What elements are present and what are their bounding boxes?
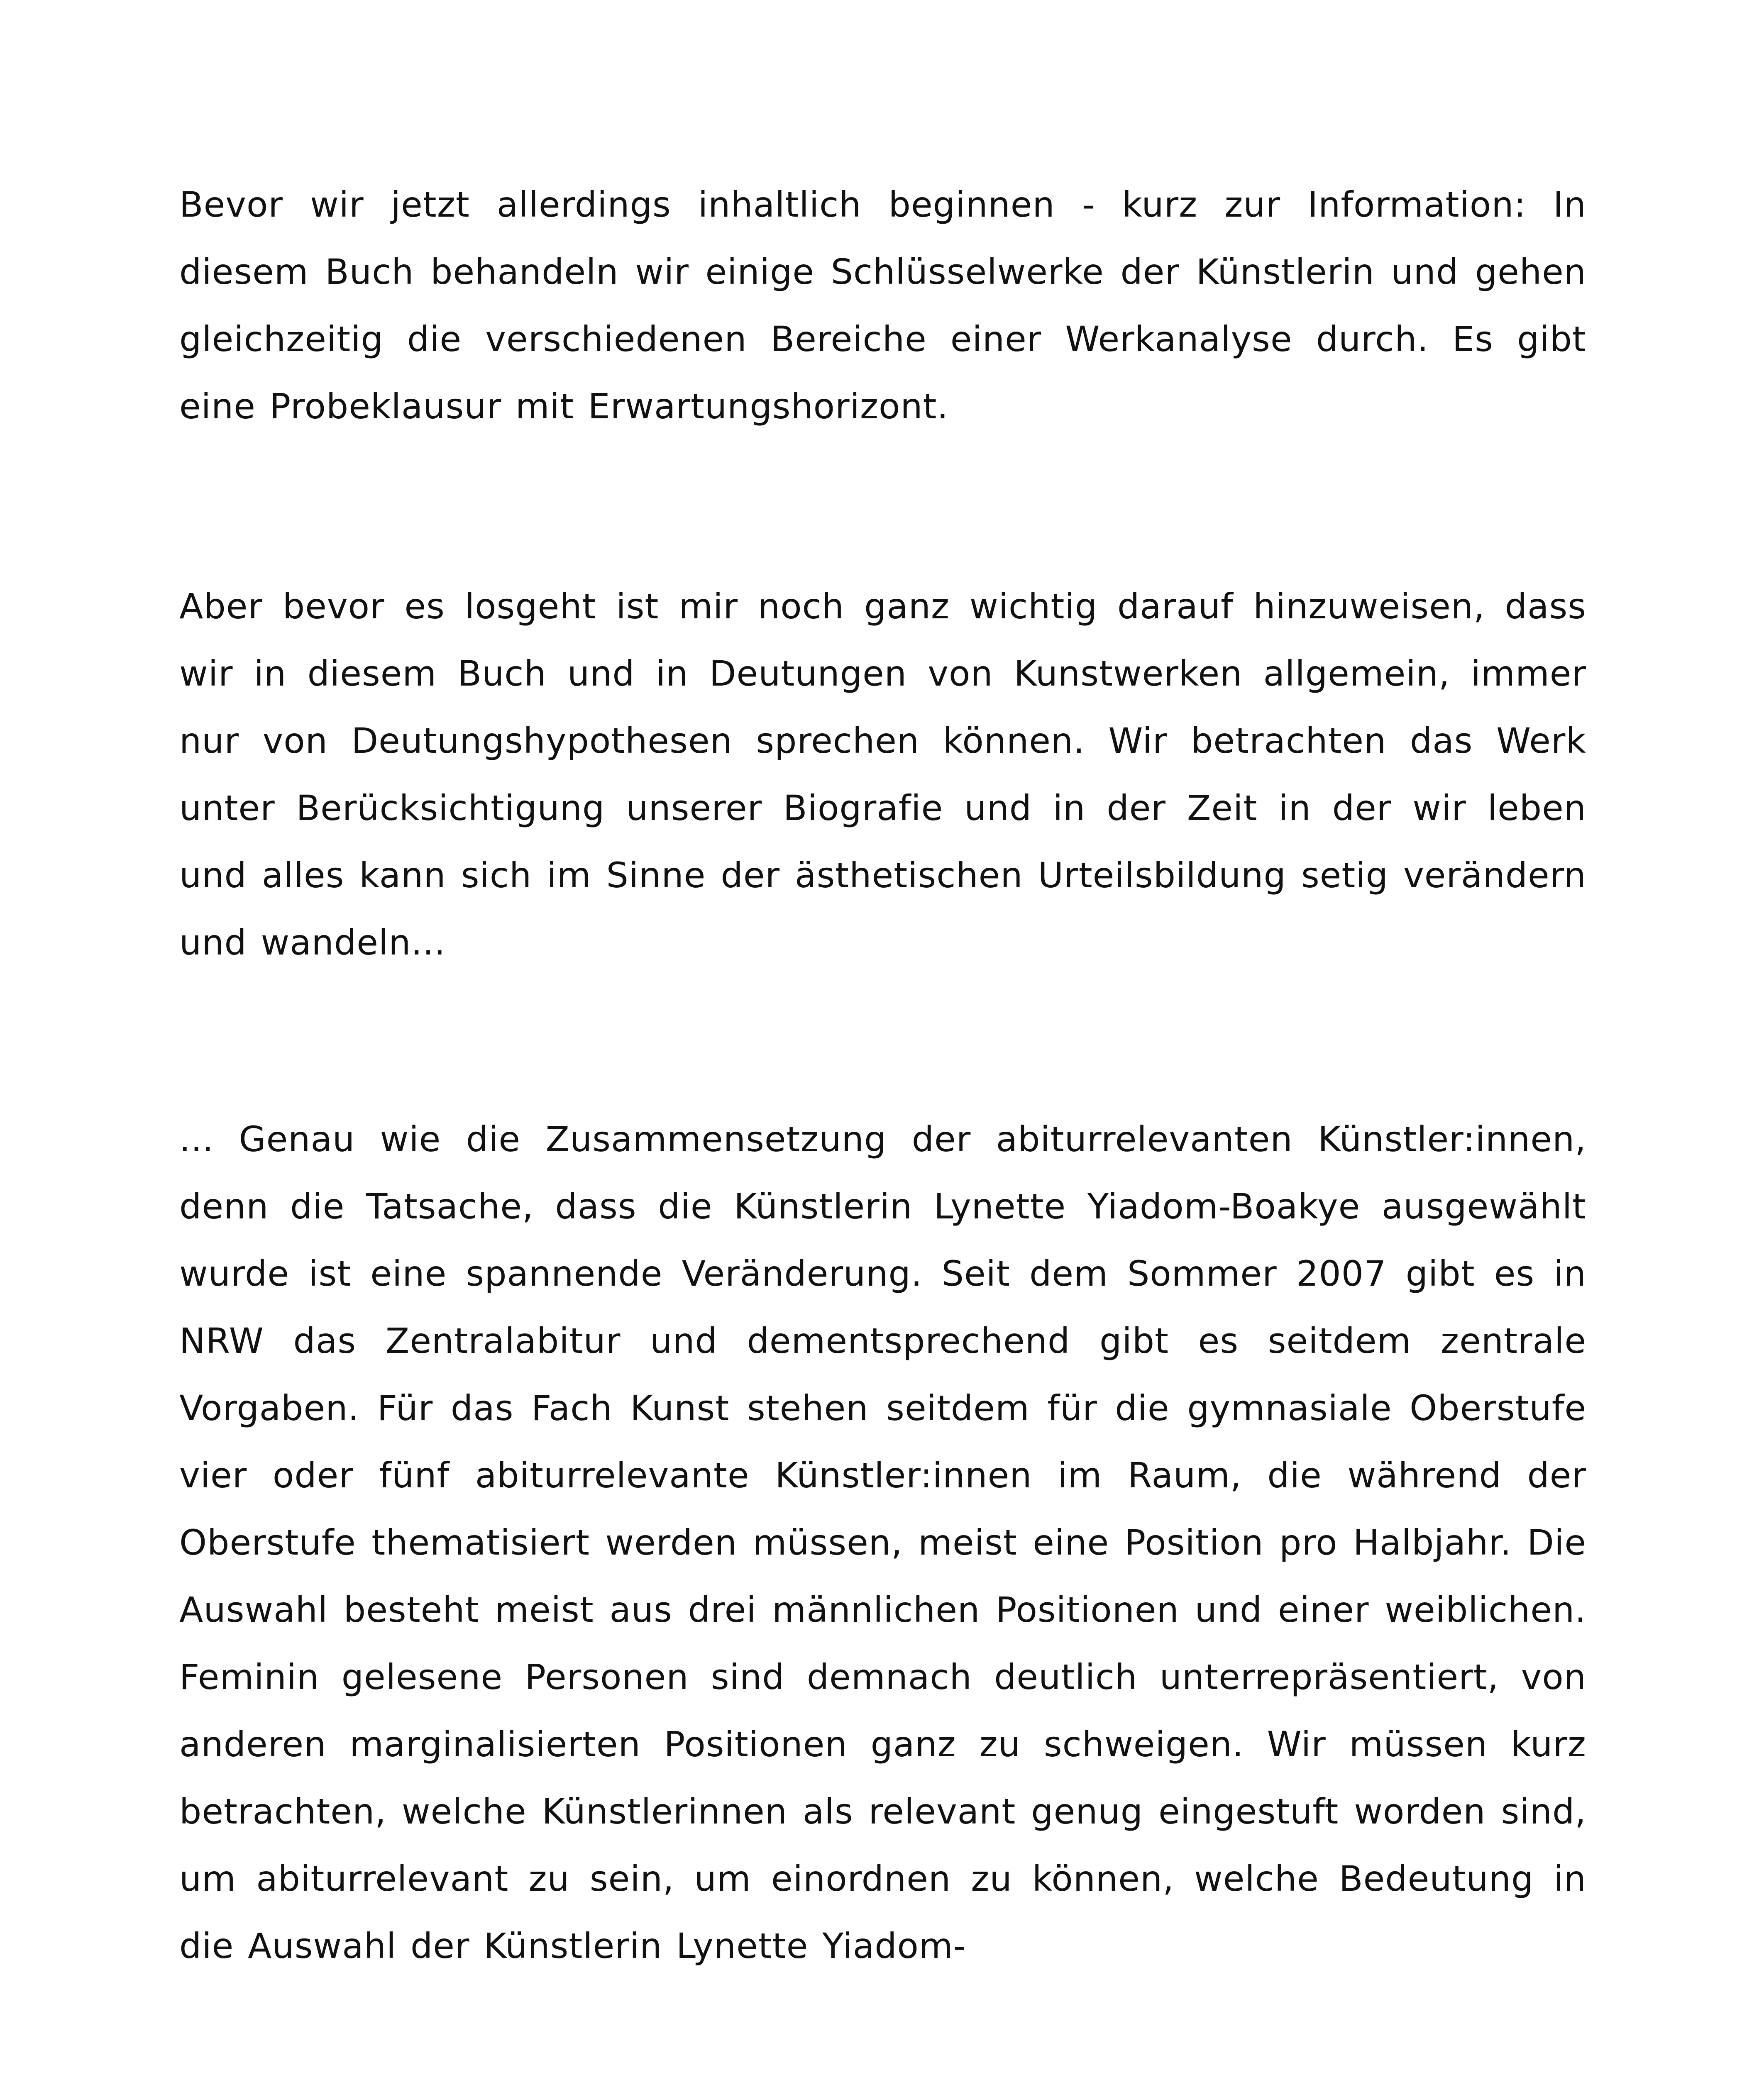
paragraph-introduction — [179, 171, 1586, 440]
paragraph-central-exam — [179, 1106, 1586, 1980]
paragraph-interpretation-note — [179, 573, 1586, 976]
paragraph-text: ... Genau wie die Zusammensetzung der abiturrelevanten Künstler:innen, denn die Tatsache, dass die Künstlerin Lynette Yiadom-Boakye ausgewählt wurde ist eine spannende Veränderung. Seit dem Sommer 2007 gibt es in NRW das Zentralabitur und dementsprechend gibt es seitdem zentrale Vorgaben. Für das Fach Kunst stehen seitdem für die gymnasiale Oberstufe vier oder fünf abiturrelevante Künstler:innen im Raum, die während der Oberstufe thematisiert werden müssen, meist eine Position pro Halbjahr. Die Auswahl besteht meist aus drei männlichen Positionen und einer weiblichen. Feminin gelesene Personen sind demnach deutlich unterrepräsentiert, von anderen marginalisierten Positionen ganz zu schweigen. Wir müssen kurz betrachten, welche Künstlerinnen als relevant genug eingestuft worden sind, um abiturrelevant zu sein, um einordnen zu können, welche Bedeutung in die Auswahl der Künstlerin Lynette Yiadom- — [179, 1119, 1586, 1966]
paragraph-text: Aber bevor es losgeht ist mir noch ganz wichtig darauf hinzuweisen, dass wir in diesem Buch und in Deutungen von Kunstwerken allgemein, immer nur von Deutungshypothesen sprechen können. Wir betrachten das Werk unter Berücksichtigung unserer Biografie und in der Zeit in der wir leben und alles kann sich im Sinne der ästhetischen Urteilsbildung setig verändern und wandeln... — [179, 586, 1586, 963]
paragraph-text: Bevor wir jetzt allerdings inhaltlich beginnen - kurz zur Information: In diesem Buch behandeln wir einige Schlüsselwerke der Künstlerin und gehen gleichzeitig die verschiedenen Bereiche einer Werkanalyse durch. Es gibt eine Probeklausur mit Erwartungshorizont. — [179, 184, 1586, 427]
